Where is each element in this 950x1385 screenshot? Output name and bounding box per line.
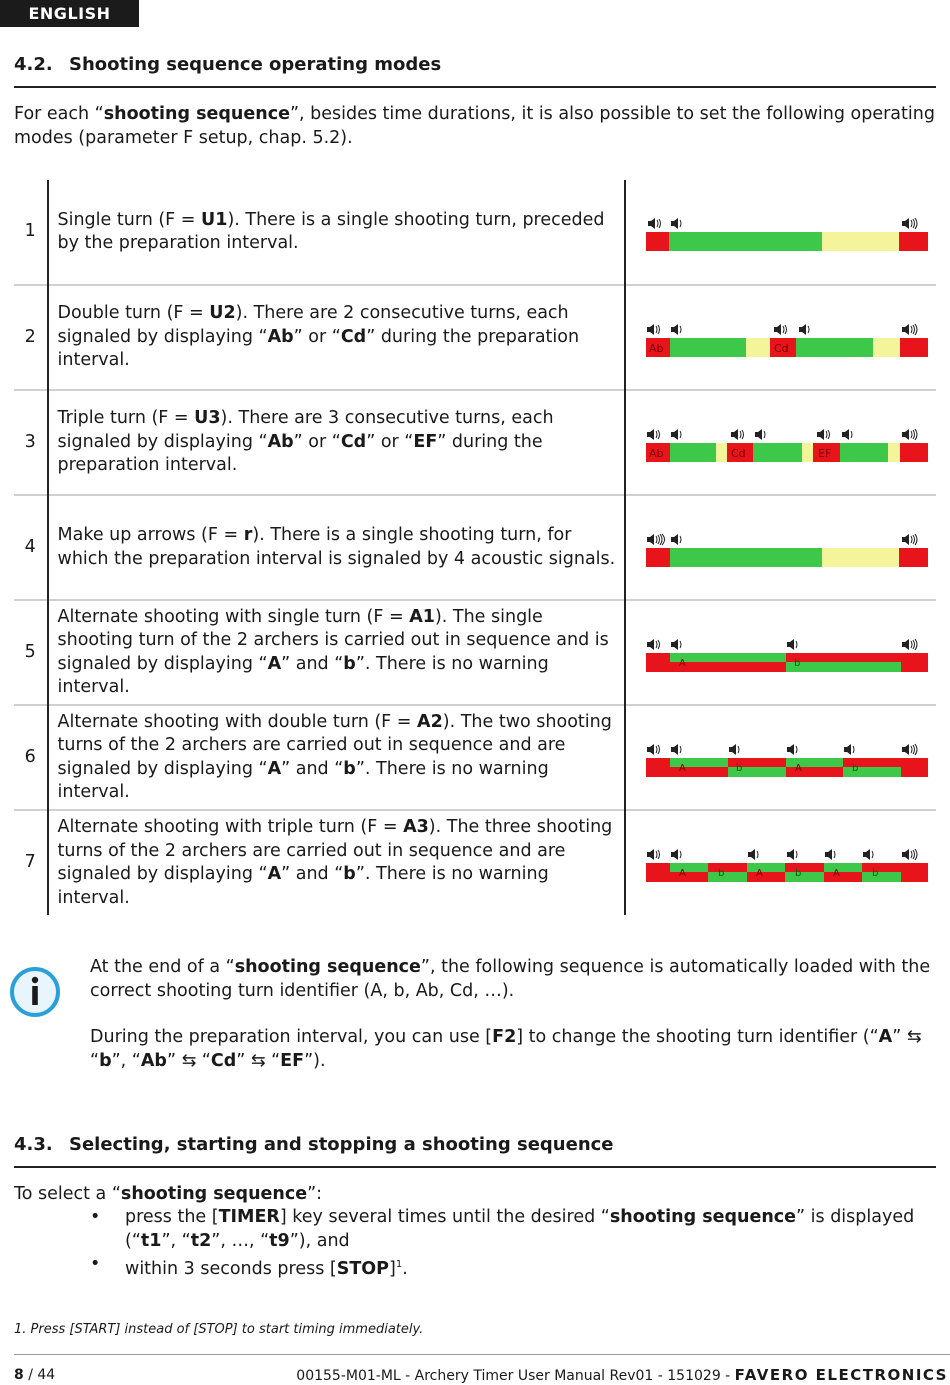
turn-label: Cd — [731, 446, 746, 460]
speaker-icon — [799, 324, 809, 335]
mode-code: A1 — [409, 606, 435, 627]
page-number — [14, 1367, 55, 1383]
text: To select a “ — [14, 1184, 121, 1204]
speaker-icon — [902, 744, 917, 755]
speaker-icon — [648, 218, 661, 229]
mode-diagram — [625, 180, 936, 285]
alternate-single-timeline — [646, 633, 928, 673]
alternate-triple-timeline — [646, 843, 928, 883]
footnote-ref: 1 — [395, 1259, 403, 1270]
speaker-icon — [902, 429, 917, 440]
green-segment — [708, 872, 747, 882]
mode-code: A2 — [417, 711, 443, 732]
speaker-icon — [647, 534, 665, 545]
table-row — [14, 285, 936, 390]
mode-diagram — [625, 390, 936, 495]
text: ”, “ — [161, 1230, 191, 1251]
turn-id: b — [343, 758, 356, 779]
text: ] key several times until the desired “ — [279, 1207, 610, 1227]
red-segment — [646, 232, 669, 251]
turn-label: b — [794, 657, 801, 669]
mode-index: 5 — [14, 600, 48, 705]
yellow-segment — [822, 548, 899, 567]
heading-rule — [14, 1166, 936, 1168]
green-segment — [862, 872, 901, 882]
turn-label: A — [679, 762, 686, 774]
mode-index: 3 — [14, 390, 48, 495]
turn-id: A — [878, 1027, 893, 1047]
key-label: STOP — [336, 1258, 389, 1279]
text: ). The single shooting turn of the 2 archers is carried out in sequence and is signaled by displaying “ — [57, 606, 609, 674]
text: within 3 seconds press [ — [125, 1258, 337, 1279]
double-turn-timeline — [646, 318, 928, 358]
speaker-icon — [787, 744, 797, 755]
sequence-id: t1 — [140, 1230, 162, 1251]
speaker-icon — [671, 639, 681, 650]
turn-label: Ab — [649, 341, 664, 355]
turn-label: Cd — [774, 341, 789, 355]
turn-id: Cd — [340, 431, 367, 452]
green-segment — [753, 443, 802, 462]
text: ). There are 3 consecutive turns, each signaled by displaying “ — [57, 408, 554, 452]
text: ”: — [307, 1184, 323, 1204]
speaker-icon — [647, 429, 660, 440]
speaker-icon — [863, 849, 873, 860]
speaker-icon — [902, 324, 917, 335]
green-segment — [669, 232, 822, 251]
operating-modes-table — [14, 180, 936, 915]
green-segment — [824, 863, 862, 872]
text: ”, the following sequence is automatically loaded with the correct shooting turn identifier (A, b, Ab, Cd, …). — [90, 957, 931, 1001]
table-row — [14, 180, 936, 285]
turn-label: A — [756, 868, 763, 879]
text: ” and “ — [281, 653, 344, 674]
green-segment — [785, 872, 824, 882]
text: ”, besides time durations, it is also possible to set the following operating modes (parameter F setup, chap. 5.2). — [14, 104, 935, 148]
text: ” and “ — [281, 864, 344, 884]
info-icon — [8, 965, 62, 1019]
bullet-item — [125, 1206, 945, 1253]
green-segment — [670, 338, 746, 357]
turn-label: b — [718, 868, 725, 879]
text: For each “ — [14, 104, 104, 124]
text: press the [ — [125, 1207, 219, 1227]
speaker-icon — [647, 324, 660, 335]
sequence-id: t2 — [190, 1230, 212, 1251]
mode-description — [48, 810, 626, 915]
speaker-icon — [647, 849, 660, 860]
red-segment — [900, 443, 928, 462]
text: ] to change the shooting turn identifier (“ — [516, 1027, 879, 1047]
info-paragraph — [90, 956, 945, 1003]
mode-index: 4 — [14, 495, 48, 600]
mode-code: U1 — [201, 209, 228, 230]
bold-text: shooting sequence — [120, 1184, 308, 1204]
mode-code: U3 — [194, 408, 221, 429]
mode-description — [48, 180, 626, 285]
text: ”. There is no warning interval. — [57, 653, 549, 697]
footer-rule — [14, 1354, 950, 1355]
mode-diagram — [625, 285, 936, 390]
text: ). The two shooting turns of the 2 archers are carried out in sequence and are signaled by displaying “ — [57, 711, 612, 779]
turn-label: b — [736, 762, 743, 774]
speaker-icon — [774, 324, 787, 335]
speaker-icon — [647, 639, 660, 650]
green-segment — [747, 863, 785, 872]
red-segment — [899, 548, 928, 567]
green-segment — [840, 443, 888, 462]
turn-label: b — [872, 868, 879, 879]
select-intro — [14, 1182, 949, 1206]
yellow-segment — [873, 338, 900, 357]
turn-id: A — [267, 864, 282, 884]
text: ” ⇆ “ — [90, 1027, 922, 1071]
speaker-icon — [671, 849, 681, 860]
text: At the end of a “ — [90, 957, 235, 977]
mode-description — [48, 285, 626, 390]
text: Make up arrows (F = — [57, 525, 244, 545]
text: ”. There is no warning interval. — [57, 758, 549, 802]
bold-text: shooting sequence — [609, 1207, 797, 1227]
triple-turn-timeline — [646, 423, 928, 463]
bullet-item — [125, 1253, 945, 1281]
bullet-marker: • — [90, 1254, 101, 1274]
sequence-id: t9 — [269, 1230, 290, 1251]
turn-id: Cd — [340, 326, 367, 347]
turn-id: A — [267, 758, 282, 779]
turn-label: A — [679, 868, 686, 879]
text: During the preparation interval, you can use [ — [90, 1027, 493, 1047]
speaker-icon — [731, 429, 744, 440]
text: ” or “ — [293, 431, 341, 452]
intro-paragraph — [14, 102, 949, 150]
table-row — [14, 495, 936, 600]
mode-description — [48, 390, 626, 495]
speaker-icon — [729, 744, 739, 755]
turn-id: b — [343, 653, 356, 674]
text: ). The three shooting turns of the 2 archers are carried out in sequence and are signaled by displaying “ — [57, 817, 613, 884]
section-number: 4.3. — [14, 1134, 53, 1155]
speaker-icon — [671, 429, 681, 440]
speaker-icon — [902, 218, 917, 229]
text: ). There is a single shooting turn, preceded by the preparation interval. — [57, 209, 605, 253]
green-segment — [670, 443, 716, 462]
section-title: Selecting, starting and stopping a shooting sequence — [69, 1134, 614, 1155]
green-segment — [670, 548, 822, 567]
speaker-icon — [817, 429, 830, 440]
green-segment — [670, 653, 786, 662]
speaker-icon — [825, 849, 835, 860]
green-segment — [670, 863, 708, 872]
turn-label: EF — [818, 446, 832, 460]
speaker-icon — [842, 429, 852, 440]
turn-id: b — [343, 864, 356, 884]
text: . — [402, 1258, 408, 1279]
turn-label: b — [852, 762, 859, 774]
turn-label: A — [833, 868, 840, 879]
info-paragraph — [90, 1026, 945, 1073]
red-segment — [899, 232, 928, 251]
speaker-icon — [902, 639, 917, 650]
text: Alternate shooting with triple turn (F = — [57, 817, 404, 837]
red-segment — [646, 548, 670, 567]
text: Alternate shooting with double turn (F = — [57, 711, 418, 732]
text: ). There is a single shooting turn, for which the preparation interval is signaled by 4 acoustic signals. — [57, 525, 616, 569]
text: Double turn (F = — [57, 303, 210, 324]
yellow-segment — [716, 443, 727, 462]
key-label: F2 — [492, 1027, 517, 1047]
text: ”, “ — [111, 1050, 141, 1071]
language-tab: ENGLISH — [0, 0, 139, 27]
doc-id: 00155-M01-ML - Archery Timer User Manual Rev01 - 151029 - — [296, 1368, 735, 1384]
speaker-icon — [671, 534, 681, 545]
turn-id: b — [99, 1050, 112, 1071]
turn-label: A — [679, 657, 686, 669]
turn-id: EF — [413, 431, 438, 452]
text: Alternate shooting with single turn (F = — [57, 606, 410, 627]
red-segment — [900, 338, 928, 357]
section-number: 4.2. — [14, 54, 53, 75]
speaker-icon — [902, 849, 917, 860]
speaker-icon — [748, 849, 758, 860]
mode-index: 1 — [14, 180, 48, 285]
yellow-segment — [822, 232, 899, 251]
speaker-icon — [844, 744, 854, 755]
text: ” ⇆ “ — [166, 1050, 211, 1071]
mode-index: 6 — [14, 705, 48, 810]
mode-description — [48, 600, 626, 705]
brand-name: FAVERO ELECTRONICS — [734, 1366, 948, 1384]
yellow-segment — [802, 443, 813, 462]
turn-id: Ab — [267, 326, 294, 347]
table-row — [14, 390, 936, 495]
alternate-double-timeline — [646, 738, 928, 778]
text: Triple turn (F = — [57, 408, 195, 429]
speaker-icon — [671, 744, 681, 755]
mode-description — [48, 705, 626, 810]
speaker-icon — [671, 324, 681, 335]
bold-text: shooting sequence — [103, 104, 290, 124]
text: ”), and — [289, 1230, 350, 1251]
section-title: Shooting sequence operating modes — [69, 54, 442, 75]
footnote: 1. Press [START] instead of [STOP] to start timing immediately. — [14, 1322, 424, 1337]
table-row — [14, 600, 936, 705]
text: ”). — [304, 1050, 326, 1071]
text: ] — [389, 1258, 396, 1279]
green-segment — [796, 338, 873, 357]
mode-diagram — [625, 495, 936, 600]
speaker-icon — [647, 744, 660, 755]
heading-rule — [14, 86, 936, 88]
text: ”. There is no warning interval. — [57, 864, 549, 908]
single-turn-timeline — [646, 212, 928, 252]
text: ” is displayed (“ — [125, 1207, 915, 1251]
turn-id: Cd — [210, 1050, 237, 1071]
turn-label: Ab — [649, 446, 664, 460]
section-heading-4-2 — [14, 54, 441, 75]
total-pages: / 44 — [28, 1367, 56, 1383]
mode-description — [48, 495, 626, 600]
speaker-icon — [671, 218, 681, 229]
speaker-icon — [787, 849, 797, 860]
section-heading-4-3 — [14, 1134, 614, 1155]
turn-id: EF — [280, 1050, 305, 1071]
text: ” during the preparation interval. — [57, 431, 543, 476]
text: ” or “ — [366, 431, 414, 452]
speaker-icon — [755, 429, 765, 440]
mode-code: r — [243, 525, 253, 545]
text: ”, …, “ — [211, 1230, 270, 1251]
footer-doc-info — [296, 1366, 948, 1384]
turn-id: Ab — [140, 1050, 167, 1071]
current-page: 8 — [14, 1367, 24, 1383]
mode-diagram — [625, 705, 936, 810]
text: ” during the preparation interval. — [57, 326, 580, 371]
green-segment — [786, 662, 901, 672]
yellow-segment — [746, 338, 770, 357]
turn-id: Ab — [267, 431, 294, 452]
mode-code: U2 — [209, 303, 236, 324]
mode-diagram — [625, 600, 936, 705]
mode-diagram — [625, 810, 936, 915]
speaker-icon — [902, 534, 917, 545]
bullet-marker: • — [90, 1207, 101, 1227]
turn-id: A — [267, 653, 282, 674]
key-label: TIMER — [218, 1207, 280, 1227]
turn-label: A — [795, 762, 802, 774]
text: Single turn (F = — [57, 209, 202, 230]
make-up-arrows-timeline — [646, 528, 928, 568]
mode-code: A3 — [403, 817, 429, 837]
table-row — [14, 705, 936, 810]
yellow-segment — [888, 443, 900, 462]
mode-index: 7 — [14, 810, 48, 915]
turn-label: b — [795, 868, 802, 879]
text: ” or “ — [293, 326, 341, 347]
mode-index: 2 — [14, 285, 48, 390]
bold-text: shooting sequence — [234, 957, 421, 977]
text: ). There are 2 consecutive turns, each signaled by displaying “ — [57, 303, 569, 347]
text: ” ⇆ “ — [236, 1050, 281, 1071]
table-row — [14, 810, 936, 915]
text: ” and “ — [281, 758, 344, 779]
speaker-icon — [787, 639, 797, 650]
